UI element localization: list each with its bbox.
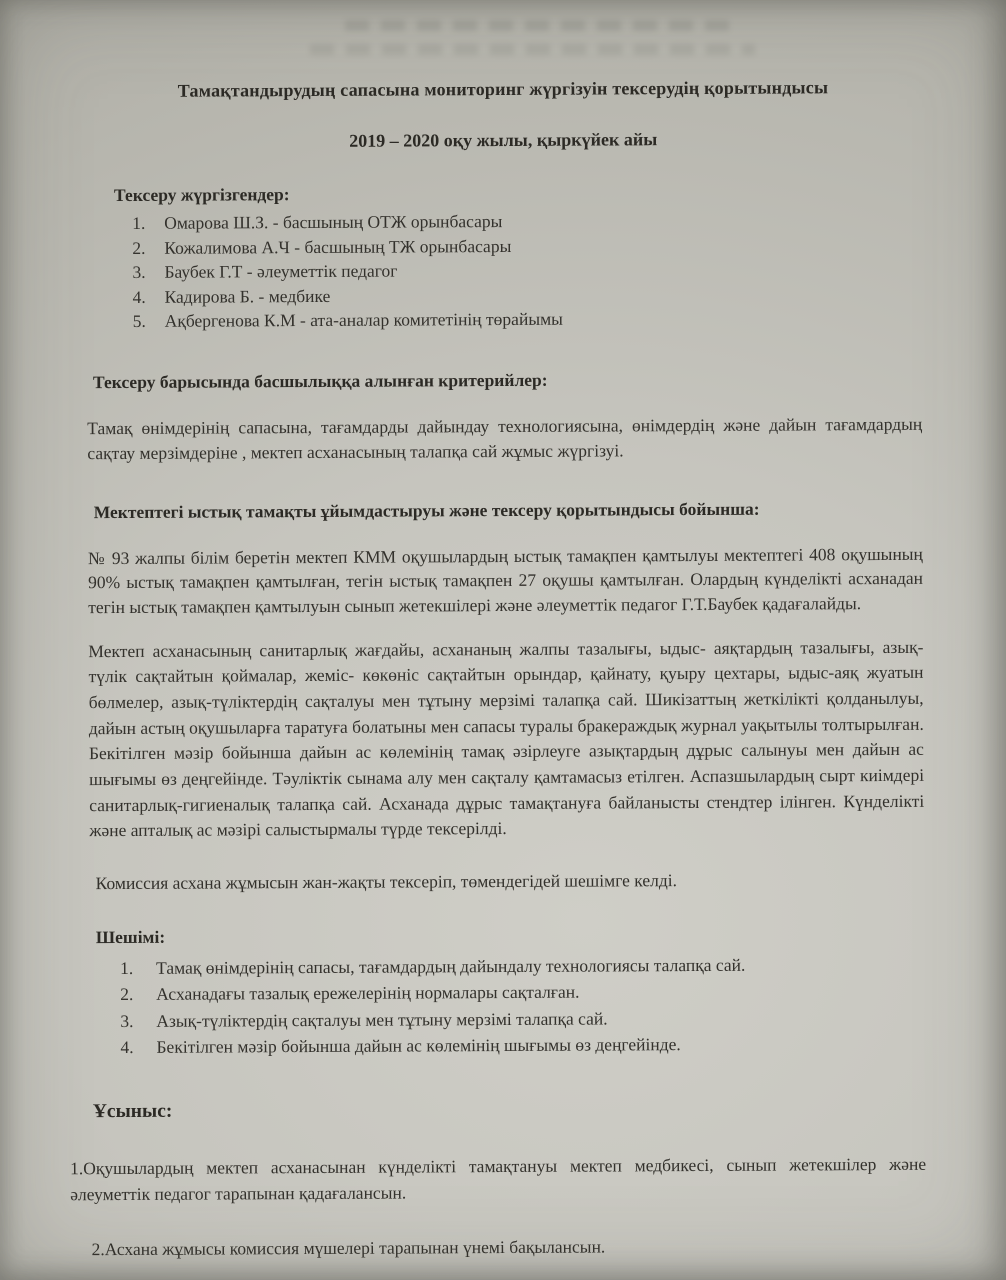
inspectors-list bbox=[86, 207, 922, 334]
conclusion-intro: Комиссия асхана жұмысын жан-жақты тексеріп, төмендегідей шешімге келді. bbox=[95, 870, 678, 894]
recommendation-item-2: 2.Асхана жұмысы комиссия мүшелері тарапынан үнемі бақылансын. bbox=[91, 1236, 606, 1260]
document-subtitle: 2019 – 2020 оқу жылы, қыркүйек айы bbox=[349, 129, 658, 151]
findings-paragraph-2: Мектеп асханасының санитарлық жағдайы, асхананың жалпы тазалығы, ыдыс- аяқтардың тазалығы, азық-түлік сақтайтын қоймалар, жеміс- көкөніс сақтайтын орындар, қайнату, қуыру цехтары, ыдыс-аяқ жуатын бөлмелер, азық-түліктердің сақталуы мен тұтыну мерзімі талапқа сай. Шикізаттың жеткілікті қолданылуы, дайын астың оқушыларға таратуға болатыны мен сапасы туралы бракераждық журнал уақытылы толтырылған. Бекітілген мәзір бойынша дайын ас көлемінің тамақ әзірлеуге азықтардың дұрыс салынуы мен дайын ас шығымы өз деңгейінде. Тәуліктік сынама алу мен сақталу қамтамасыз етілген. Аспазшылардың сырт киімдері санитарлық-гигиеналық талапқа сай. Асханада дұрыс тамақтануға байланысты стендтер ілінген. Күнделікті және апталық ас мәзірі салыстырмалы түрде тексерілді. bbox=[88, 636, 925, 841]
criteria-heading: Тексеру барысында басшылыққа алынған критерийлер: bbox=[92, 369, 548, 393]
document-title: Тамақтандырудың сапасына мониторинг жүргізуін тексерудің қорытындысы bbox=[177, 77, 829, 101]
findings-paragraph-1: № 93 жалпы білім беретін мектеп КММ оқушылардың ыстық тамақпен қамтылуы мектептегі 408 оқушының 90% ыстық тамақпен қамтылған, тегін ыстық тамақпен 27 оқушы қамтылған. Олардың күнделікті асханадан тегін ыстық тамақпен қамтылуын сынып жетекшілері және әлеуметтік педагог Г.Т.Баубек қадағалайды. bbox=[87, 543, 924, 618]
decision-item bbox=[120, 1004, 925, 1035]
inspector-name: Омарова Ш.З. - басшының ОТЖ орынбасары bbox=[164, 211, 503, 233]
decision-text: Асханадағы тазалық ережелерінің нормалары сақталған. bbox=[156, 981, 580, 1005]
inspector-name: Кадирова Б. - медбике bbox=[164, 285, 331, 307]
inspector-name: Ақбергенова К.М - ата-аналар комитетінің төрайымы bbox=[164, 309, 563, 332]
inspector-item bbox=[133, 305, 922, 334]
decision-text: Азық-түліктердің сақталуы мен тұтыну мерзімі талапқа сай. bbox=[156, 1008, 608, 1031]
inspector-name: Баубек Г.Т - әлеуметтік педагог bbox=[164, 260, 398, 282]
decision-heading: Шешімі: bbox=[95, 926, 166, 947]
inspectors-heading: Тексеру жүргізгендер: bbox=[113, 184, 290, 206]
decision-item bbox=[120, 1030, 925, 1061]
decision-text: Бекітілген мәзір бойынша дайын ас көлемінің шығымы өз деңгейінде. bbox=[156, 1034, 681, 1058]
decision-list bbox=[90, 950, 926, 1061]
recommendation-heading: Ұсыныс: bbox=[92, 1100, 173, 1123]
criteria-body: Тамақ өнімдерінің сапасына, тағамдарды дайындау технологиясына, өнімдердің және дайын тағамдардың сақтау мерзімдеріне , мектеп асханасының талапқа сай жұмыс жүргізуі. bbox=[87, 413, 923, 464]
decision-text: Тамақ өнімдерінің сапасы, тағамдардың дайындалу технологиясы талапқа сай. bbox=[156, 954, 746, 978]
document-content bbox=[70, 0, 927, 1262]
decision-item bbox=[120, 950, 925, 981]
inspector-name: Кожалимова А.Ч - басшының ТЖ орынбасары bbox=[164, 235, 512, 258]
findings-heading: Мектептегі ыстық тамақты ұйымдастыруы және тексеру қорытындысы бойынша: bbox=[93, 498, 760, 522]
decision-item bbox=[120, 977, 925, 1008]
recommendation-item-1: 1.Оқушылардың мектеп асханасынан күнделікті тамақтануы мектеп медбикесі, сынып жетекшілер және әлеуметтік педагог тарапынан қадағалансын. bbox=[70, 1153, 927, 1205]
